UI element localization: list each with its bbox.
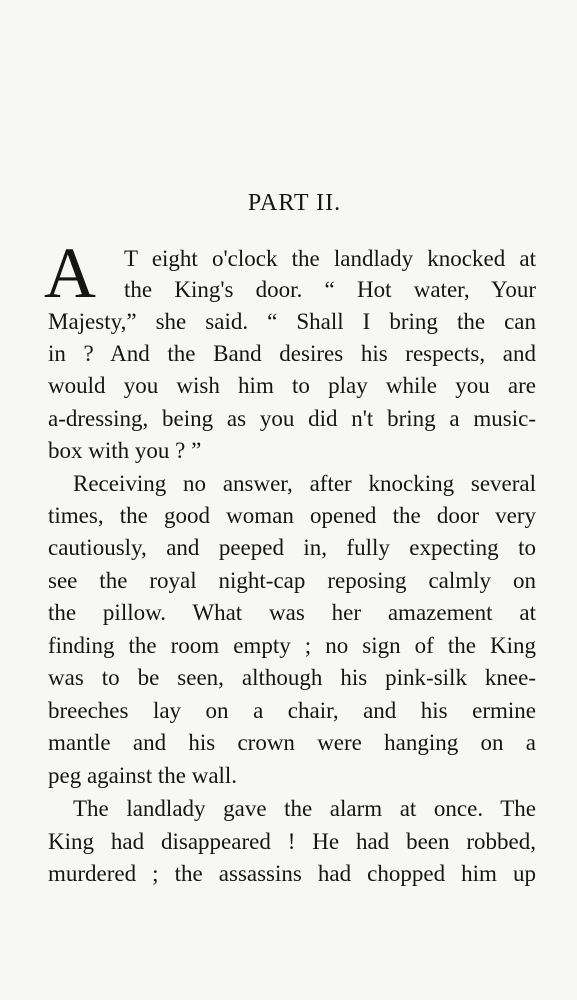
text-line: finding the room empty ; no sign of the King <box>48 633 536 658</box>
text-line: Majesty,” she said. “ Shall I bring the can <box>48 309 536 334</box>
text-line: cautiously, and peeped in, fully expecting to <box>48 535 536 560</box>
text-line: Receiving no answer, after knocking several <box>73 471 536 496</box>
text-line: would you wish him to play while you are <box>48 373 536 398</box>
text-line: King had disappeared ! He had been robbed, <box>48 829 536 854</box>
text-line: was to be seen, although his pink-silk knee- <box>48 665 536 690</box>
text-line: mantle and his crown were hanging on a <box>48 730 536 755</box>
drop-cap: A <box>44 233 96 313</box>
text-line: breeches lay on a chair, and his ermine <box>48 698 536 723</box>
chapter-heading: PART II. <box>247 190 342 216</box>
text-line: peg against the wall. <box>48 763 238 788</box>
text-line: the pillow. What was her amazement at <box>48 600 536 625</box>
text-line: The landlady gave the alarm at once. The <box>73 796 536 821</box>
text-line: the King's door. “ Hot water, Your <box>124 277 536 302</box>
text-line: box with you ? ” <box>48 438 202 463</box>
text-line: a-dressing, being as you did n't bring a music- <box>48 406 536 431</box>
text-line: see the royal night-cap reposing calmly on <box>48 568 536 593</box>
text-line: murdered ; the assassins had chopped him up <box>48 861 536 886</box>
text-line: times, the good woman opened the door very <box>48 503 536 528</box>
text-line: T eight o'clock the landlady knocked at <box>124 246 536 271</box>
text-line: in ? And the Band desires his respects, and <box>48 341 536 366</box>
